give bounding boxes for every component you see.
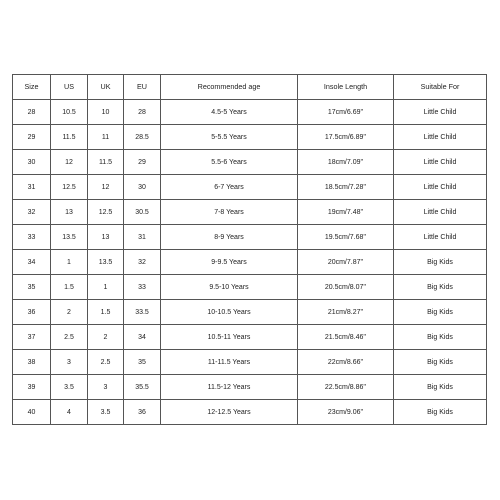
cell-suitable-for: Big Kids xyxy=(394,400,487,425)
table-row xyxy=(13,150,487,175)
table-row xyxy=(13,375,487,400)
cell-size: 28 xyxy=(13,100,51,125)
cell-uk: 1.5 xyxy=(88,300,124,325)
cell-suitable-for: Big Kids xyxy=(394,375,487,400)
header-eu: EU xyxy=(124,75,161,100)
cell-suitable-for: Big Kids xyxy=(394,300,487,325)
cell-recommended-age: 6-7 Years xyxy=(161,175,298,200)
cell-recommended-age: 5.5-6 Years xyxy=(161,150,298,175)
table-row xyxy=(13,100,487,125)
cell-size: 33 xyxy=(13,225,51,250)
cell-uk: 2.5 xyxy=(88,350,124,375)
cell-recommended-age: 12-12.5 Years xyxy=(161,400,298,425)
cell-us: 2.5 xyxy=(51,325,88,350)
table-row xyxy=(13,300,487,325)
cell-eu: 36 xyxy=(124,400,161,425)
cell-us: 11.5 xyxy=(51,125,88,150)
cell-recommended-age: 9-9.5 Years xyxy=(161,250,298,275)
table-row xyxy=(13,250,487,275)
cell-uk: 12.5 xyxy=(88,200,124,225)
cell-size: 35 xyxy=(13,275,51,300)
cell-recommended-age: 11-11.5 Years xyxy=(161,350,298,375)
cell-suitable-for: Little Child xyxy=(394,175,487,200)
cell-eu: 28 xyxy=(124,100,161,125)
cell-eu: 35 xyxy=(124,350,161,375)
cell-size: 31 xyxy=(13,175,51,200)
cell-suitable-for: Big Kids xyxy=(394,275,487,300)
cell-suitable-for: Little Child xyxy=(394,100,487,125)
cell-uk: 11 xyxy=(88,125,124,150)
cell-size: 39 xyxy=(13,375,51,400)
cell-us: 3 xyxy=(51,350,88,375)
cell-recommended-age: 8-9 Years xyxy=(161,225,298,250)
cell-uk: 10 xyxy=(88,100,124,125)
cell-eu: 33.5 xyxy=(124,300,161,325)
cell-uk: 12 xyxy=(88,175,124,200)
cell-uk: 2 xyxy=(88,325,124,350)
cell-insole-length: 23cm/9.06'' xyxy=(298,400,394,425)
cell-recommended-age: 10.5-11 Years xyxy=(161,325,298,350)
cell-us: 12.5 xyxy=(51,175,88,200)
cell-recommended-age: 5-5.5 Years xyxy=(161,125,298,150)
cell-uk: 11.5 xyxy=(88,150,124,175)
cell-suitable-for: Little Child xyxy=(394,125,487,150)
table-row xyxy=(13,200,487,225)
cell-recommended-age: 7-8 Years xyxy=(161,200,298,225)
table-row xyxy=(13,175,487,200)
cell-us: 13 xyxy=(51,200,88,225)
cell-size: 29 xyxy=(13,125,51,150)
cell-size: 36 xyxy=(13,300,51,325)
cell-us: 1.5 xyxy=(51,275,88,300)
cell-recommended-age: 10-10.5 Years xyxy=(161,300,298,325)
cell-size: 37 xyxy=(13,325,51,350)
cell-recommended-age: 4.5-5 Years xyxy=(161,100,298,125)
cell-insole-length: 18cm/7.09'' xyxy=(298,150,394,175)
cell-size: 34 xyxy=(13,250,51,275)
size-chart-table xyxy=(12,74,487,425)
cell-eu: 30 xyxy=(124,175,161,200)
cell-recommended-age: 11.5-12 Years xyxy=(161,375,298,400)
cell-eu: 29 xyxy=(124,150,161,175)
cell-uk: 13 xyxy=(88,225,124,250)
cell-recommended-age: 9.5-10 Years xyxy=(161,275,298,300)
cell-uk: 13.5 xyxy=(88,250,124,275)
cell-us: 2 xyxy=(51,300,88,325)
cell-size: 40 xyxy=(13,400,51,425)
cell-eu: 32 xyxy=(124,250,161,275)
cell-us: 1 xyxy=(51,250,88,275)
cell-size: 30 xyxy=(13,150,51,175)
header-uk: UK xyxy=(88,75,124,100)
table-row xyxy=(13,350,487,375)
cell-eu: 30.5 xyxy=(124,200,161,225)
cell-us: 3.5 xyxy=(51,375,88,400)
table-row xyxy=(13,325,487,350)
cell-insole-length: 22cm/8.66'' xyxy=(298,350,394,375)
cell-eu: 33 xyxy=(124,275,161,300)
table-row xyxy=(13,125,487,150)
cell-size: 32 xyxy=(13,200,51,225)
cell-insole-length: 20cm/7.87'' xyxy=(298,250,394,275)
cell-insole-length: 17cm/6.69'' xyxy=(298,100,394,125)
cell-insole-length: 17.5cm/6.89'' xyxy=(298,125,394,150)
cell-uk: 3.5 xyxy=(88,400,124,425)
cell-size: 38 xyxy=(13,350,51,375)
cell-suitable-for: Big Kids xyxy=(394,350,487,375)
cell-suitable-for: Little Child xyxy=(394,200,487,225)
cell-us: 4 xyxy=(51,400,88,425)
cell-insole-length: 21cm/8.27'' xyxy=(298,300,394,325)
cell-eu: 28.5 xyxy=(124,125,161,150)
table-row xyxy=(13,275,487,300)
cell-insole-length: 19.5cm/7.68'' xyxy=(298,225,394,250)
header-row xyxy=(13,75,487,100)
header-insole-length: Insole Length xyxy=(298,75,394,100)
cell-eu: 34 xyxy=(124,325,161,350)
cell-suitable-for: Big Kids xyxy=(394,250,487,275)
cell-eu: 35.5 xyxy=(124,375,161,400)
cell-insole-length: 22.5cm/8.86'' xyxy=(298,375,394,400)
cell-us: 10.5 xyxy=(51,100,88,125)
cell-suitable-for: Little Child xyxy=(394,150,487,175)
cell-insole-length: 19cm/7.48'' xyxy=(298,200,394,225)
header-us: US xyxy=(51,75,88,100)
table-row xyxy=(13,400,487,425)
cell-uk: 3 xyxy=(88,375,124,400)
header-recommended-age: Recommended age xyxy=(161,75,298,100)
cell-suitable-for: Little Child xyxy=(394,225,487,250)
cell-us: 13.5 xyxy=(51,225,88,250)
header-size: Size xyxy=(13,75,51,100)
cell-suitable-for: Big Kids xyxy=(394,325,487,350)
cell-insole-length: 20.5cm/8.07'' xyxy=(298,275,394,300)
cell-uk: 1 xyxy=(88,275,124,300)
cell-insole-length: 18.5cm/7.28'' xyxy=(298,175,394,200)
table-row xyxy=(13,225,487,250)
cell-us: 12 xyxy=(51,150,88,175)
header-suitable-for: Suitable For xyxy=(394,75,487,100)
cell-insole-length: 21.5cm/8.46'' xyxy=(298,325,394,350)
cell-eu: 31 xyxy=(124,225,161,250)
